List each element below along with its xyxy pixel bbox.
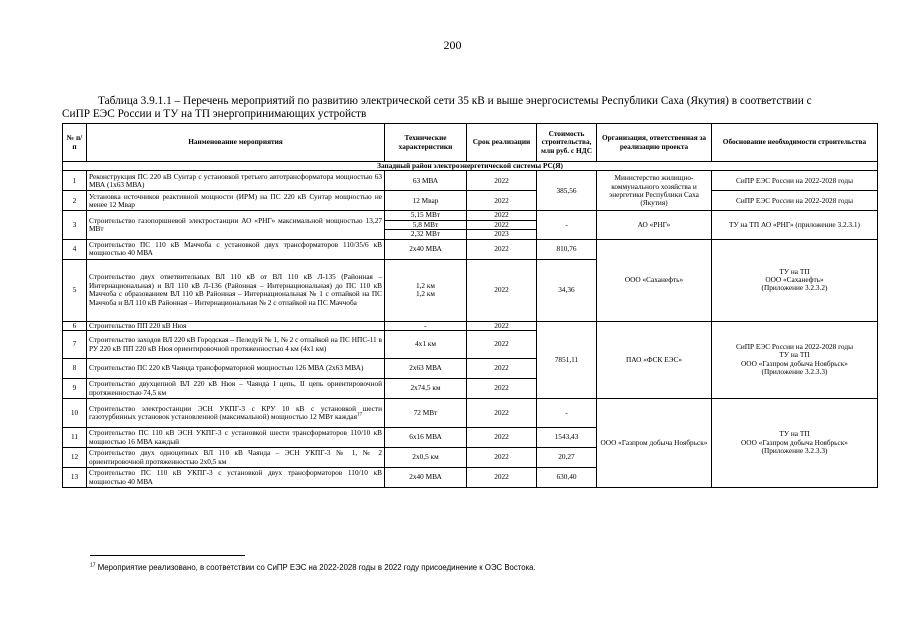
table-row [63,239,878,259]
cell-term: 2022 [467,468,537,488]
basis-line: ТУ на ТП [779,350,810,360]
footnote-text: Мероприятие реализовано, в соответствии со СиПР ЕЭС на 2022-2028 годы в 2022 году присоединение к ОЭС Востока. [95,563,536,572]
header-basis: Обоснование необходимости строительства [712,124,878,162]
cell-term: 2022 [467,259,537,321]
footnote-mark: 17 [90,562,96,569]
tech-line: 1,2 км [415,280,436,290]
measures-table [62,123,878,488]
cell-term: 2022 [467,448,537,468]
cell-basis: СиПР ЕЭС России на 2022-2028 годы [712,171,878,191]
footnote-divider [90,555,245,556]
cell-basis [712,239,878,321]
table-row [63,211,878,220]
cell-tech: 2х63 МВА [385,359,467,379]
cell-tech [385,259,467,321]
footnote-ref: 17 [357,412,363,418]
cell-name: Строительство двух одноцепных ВЛ 110 кВ Чаянда – ЭСН УКПГ-3 № 1, № 2 ориентировочной протяженностью 2х0,5 км [87,448,385,468]
cell-num: 12 [63,448,87,468]
cell-num: 7 [63,331,87,359]
header-cost: Стоимость строительства, млн руб. с НДС [537,124,597,162]
cell-num: 8 [63,359,87,379]
cell-cost: 34,36 [537,259,597,321]
cell-cost: - [537,211,597,239]
cell-name: Строительство ПС 220 кВ Чаяндa трансформаторной мощностью 126 МВА (2х63 МВА) [87,359,385,379]
cell-num: 9 [63,379,87,399]
cell-cost: 630,40 [537,468,597,488]
cell-num: 3 [63,211,87,239]
cell-org: ПАО «ФСК ЕЭС» [597,321,712,398]
cell-term: 2022 [467,321,537,330]
region-label: Западный район электроэнергетической системы РС(Я) [63,162,878,171]
cell-name: Строительство ПС 110 кВ Маччоба с установкой двух трансформаторов 110/35/6 кВ мощностью 40 МВА [87,239,385,259]
tech-line: 1,2 км [415,289,436,299]
basis-line: СиПР ЕЭС России на 2022-2028 годы [736,342,853,352]
cell-org: ООО «Саханефть» [597,239,712,321]
table-row [63,399,878,428]
cell-name: Строительство ПП 220 кВ Нюя [87,321,385,330]
cell-tech: 5,8 МВт [385,220,467,229]
cell-name [87,399,385,428]
cell-tech: - [385,321,467,330]
cell-org: АО «РНГ» [597,211,712,239]
cell-name: Установка источников реактивной мощности (ИРМ) на ПС 220 кВ Сунтар мощностью не менее 12 Мвар [87,191,385,211]
table-row [63,191,878,211]
cell-term: 2023 [467,230,537,239]
cell-tech: 6х16 МВА [385,428,467,448]
cell-basis [712,399,878,488]
cell-term: 2022 [467,171,537,191]
table-title: Таблица 3.9.1.1 – Перечень мероприятий по развитию электрической сети 35 кВ и выше энергосистемы Республики Саха (Якутия) в соответствии с СиПР ЕЭС России и ТУ на ТП энергопринимающих устройств [62,95,812,120]
table-row [63,171,878,191]
region-row [63,162,878,171]
cell-term: 2022 [467,220,537,229]
cell-term: 2022 [467,379,537,399]
cell-tech: 2х40 МВА [385,468,467,488]
cell-name: Строительство двухцепной ВЛ 220 кВ Нюя – Чаянда I цепь, II цепь ориентировочной протяженностью 74,5 км [87,379,385,399]
name-text: Строительство электростанции ЭСН УКПГ-3 с КРУ 10 кВ с установкой шести газотурбинных установок установленной (максимальной) мощностью 12 МВт каждая [89,403,382,422]
cell-tech: 5,15 МВт [385,211,467,220]
cell-cost: 20,27 [537,448,597,468]
cell-term: 2022 [467,239,537,259]
header-org: Организация, ответственная за реализацию проекта [597,124,712,162]
cell-name: Реконструкция ПС 220 кВ Сунтар с установкой третьего автотрансформатора мощностью 63 МВА (1х63 МВА) [87,171,385,191]
basis-line: ООО «Газпром добыча Ноябрьск» [741,358,848,368]
header-tech: Технические характеристики [385,124,467,162]
cell-num: 5 [63,259,87,321]
header-num: № п/п [63,124,87,162]
cell-num: 13 [63,468,87,488]
footnote [90,563,536,572]
cell-name: Строительство заходов ВЛ 220 кВ Городская – Пеледуй № 1, № 2 с отпайкой на ПС НПС-11 в РУ 220 кВ ПП 220 кВ Нюя ориентировочной протяженностью 4 км (4х1 км) [87,331,385,359]
cell-tech: 2х74,5 км [385,379,467,399]
cell-term: 2022 [467,428,537,448]
cell-cost: 810,76 [537,239,597,259]
cell-basis [712,321,878,398]
basis-line: ООО «Саханефть» [765,274,824,284]
basis-line: ООО «Газпром добыча Ноябрьск» [741,437,848,447]
basis-line: ТУ на ТП [779,266,810,276]
cell-cost: 7851,11 [537,321,597,398]
cell-name: Строительство газопоршневой электростанции АО «РНГ» максимальной мощностью 13,27 МВт [87,211,385,239]
page-number: 200 [443,38,462,52]
cell-tech: 12 Мвар [385,191,467,211]
cell-tech: 2,32 МВт [385,230,467,239]
cell-term: 2022 [467,331,537,359]
cell-term: 2022 [467,211,537,220]
cell-basis: СиПР ЕЭС России на 2022-2028 годы [712,191,878,211]
cell-name: Строительство ПС 110 кВ ЭСН УКПГ-3 с установкой шести трансформаторов 110/10 кВ мощностью 16 МВА каждый [87,428,385,448]
cell-org: Министерство жилищно-коммунального хозяйства и энергетики Республики Саха (Якутия) [597,171,712,211]
cell-num: 10 [63,399,87,428]
cell-org: ООО «Газпром добыча Ноябрьск» [597,399,712,488]
cell-term: 2022 [467,399,537,428]
cell-num: 4 [63,239,87,259]
cell-basis: ТУ на ТП АО «РНГ» (приложение 3.2.3.1) [712,211,878,239]
cell-term: 2022 [467,191,537,211]
cell-tech: 63 МВА [385,171,467,191]
basis-line: (Приложение 3.2.3.3) [761,446,828,456]
cell-num: 2 [63,191,87,211]
cell-cost: - [537,399,597,428]
cell-num: 1 [63,171,87,191]
cell-num: 11 [63,428,87,448]
basis-line: ТУ на ТП [779,429,810,439]
header-row [63,124,878,162]
cell-num: 6 [63,321,87,330]
cell-tech: 4х1 км [385,331,467,359]
cell-tech: 72 МВт [385,399,467,428]
table-row [63,321,878,330]
cell-name: Строительство двух ответвительных ВЛ 110 кВ от ВЛ 110 кВ Л-135 (Районная – Интернациональная) и ВЛ 110 кВ Л-136 (Районная – Интернациональная) до ПС 110 кВ Маччоба с образованием ВЛ 110 кВ Районная – Интернациональная № 1 с отпайкой на ПС Маччоба и ВЛ 110 кВ Районная – Интернациональная № 2 с отпайкой на ПС Маччоба [87,259,385,321]
cell-tech: 2х0,5 км [385,448,467,468]
basis-line: (Приложение 3.2.3.2) [761,283,828,293]
cell-name: Строительство ПС 110 кВ УКПГ-3 с установкой двух трансформаторов 110/10 кВ мощностью 40 МВА [87,468,385,488]
header-name: Наименование мероприятия [87,124,385,162]
cell-tech: 2х40 МВА [385,239,467,259]
header-term: Срок реализации [467,124,537,162]
cell-term: 2022 [467,359,537,379]
cell-cost: 385,56 [537,171,597,211]
cell-cost: 1543,43 [537,428,597,448]
basis-line: (Приложение 3.2.3.3) [761,367,828,377]
